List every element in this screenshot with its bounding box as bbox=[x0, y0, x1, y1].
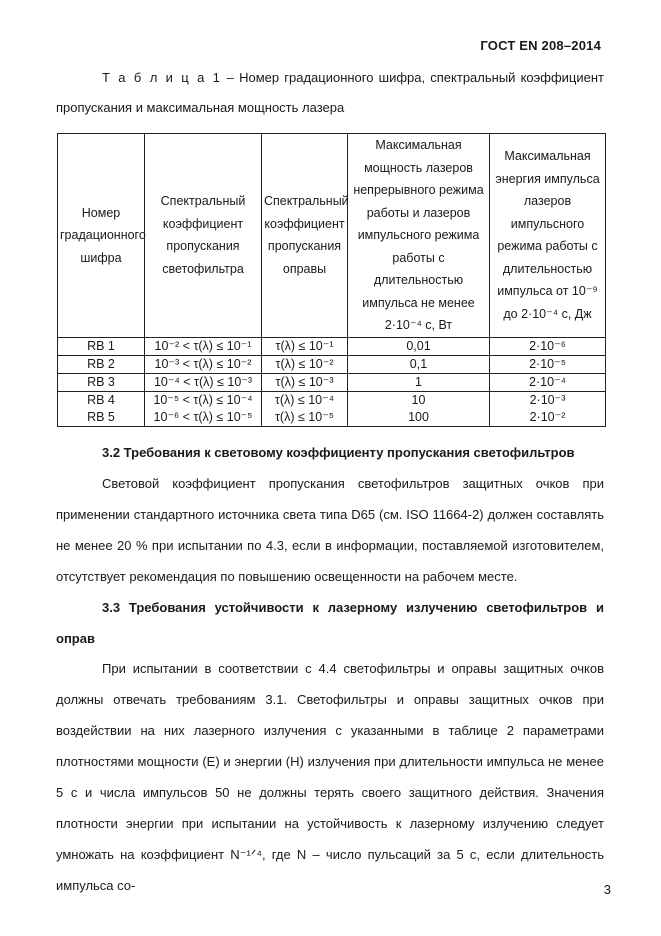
col-header-energy: Максимальная энергия импульса лазеров импульсного режима работы с длительностью импульса от 10⁻⁹ до 2·10⁻⁴ с, Дж bbox=[490, 134, 606, 338]
table-caption-text: – Номер градационного шифра, спектральный коэффициент пропускания и максимальная мощность лазера bbox=[56, 70, 605, 115]
cell-power: 0,1 bbox=[348, 355, 490, 373]
table-row bbox=[58, 355, 606, 373]
section-3-2-title: 3.2 Требования к световому коэффициенту пропускания светофильтров bbox=[102, 445, 575, 460]
col-header-code: Номер градационного шифра bbox=[58, 134, 145, 338]
cell-code: RB 1 bbox=[58, 337, 145, 355]
cell-code: RB 3 bbox=[58, 373, 145, 391]
cell-filter: 10⁻⁵ < τ(λ) ≤ 10⁻⁴ bbox=[145, 391, 262, 409]
col-header-filter: Спектральный коэффициент пропускания светофильтра bbox=[145, 134, 262, 338]
cell-code: RB 2 bbox=[58, 355, 145, 373]
col-header-power: Максимальная мощность лазеров непрерывного режима работы и лазеров импульсного режима работы с длительностью импульса не менее 2·10⁻⁴ с, Вт bbox=[348, 134, 490, 338]
cell-code: RB 5 bbox=[58, 409, 145, 427]
table-row bbox=[58, 391, 606, 409]
cell-power: 100 bbox=[348, 409, 490, 427]
table-caption-label: Т а б л и ц а 1 bbox=[102, 70, 222, 85]
standard-header: ГОСТ EN 208–2014 bbox=[480, 38, 601, 53]
cell-filter: 10⁻⁴ < τ(λ) ≤ 10⁻³ bbox=[145, 373, 262, 391]
col-header-frame: Спектральный коэффициент пропускания оправы bbox=[262, 134, 348, 338]
cell-energy: 2·10⁻⁵ bbox=[490, 355, 606, 373]
section-3-3-title: 3.3 Требования устойчивости к лазерному излучению светофильтров и оправ bbox=[56, 600, 604, 646]
table-row bbox=[58, 337, 606, 355]
cell-filter: 10⁻² < τ(λ) ≤ 10⁻¹ bbox=[145, 337, 262, 355]
cell-energy: 2·10⁻⁶ bbox=[490, 337, 606, 355]
cell-power: 1 bbox=[348, 373, 490, 391]
cell-frame: τ(λ) ≤ 10⁻⁵ bbox=[262, 409, 348, 427]
laser-filter-table bbox=[57, 133, 606, 427]
section-3-3-body: При испытании в соответствии с 4.4 светофильтры и оправы защитных очков должны отвечать требованиям 3.1. Светофильтры и оправы защитных очков при воздействии на них лазерного излучения с указанными в таблице 2 параметрами плотностями мощности (E) и энергии (H) излучения при длительности импульса не менее 5 с и числа импульсов 50 не должны терять своего защитного действия. Значения плотности энергии при испытании на устойчивость к лазерному излучению следует умножать на коэффициент N⁻¹ᐟ⁴, где N – число пульсаций за 5 с, если длительность импульса со- bbox=[56, 661, 604, 893]
cell-energy: 2·10⁻³ bbox=[490, 391, 606, 409]
cell-frame: τ(λ) ≤ 10⁻⁴ bbox=[262, 391, 348, 409]
section-3-2-body: Световой коэффициент пропускания светофильтров защитных очков при применении стандартного источника света типа D65 (см. ISO 11664-2) должен составлять не менее 20 % при испытании по 4.3, если в информации, поставляемой изготовителем, отсутствует рекомендация по повышению освещенности на рабочем месте. bbox=[56, 476, 604, 584]
cell-frame: τ(λ) ≤ 10⁻³ bbox=[262, 373, 348, 391]
cell-frame: τ(λ) ≤ 10⁻² bbox=[262, 355, 348, 373]
cell-frame: τ(λ) ≤ 10⁻¹ bbox=[262, 337, 348, 355]
cell-power: 10 bbox=[348, 391, 490, 409]
page-number: 3 bbox=[603, 882, 611, 897]
table-caption bbox=[56, 63, 604, 123]
cell-filter: 10⁻⁶ < τ(λ) ≤ 10⁻⁵ bbox=[145, 409, 262, 427]
cell-filter: 10⁻³ < τ(λ) ≤ 10⁻² bbox=[145, 355, 262, 373]
cell-code: RB 4 bbox=[58, 391, 145, 409]
table-row bbox=[58, 373, 606, 391]
table-row bbox=[58, 409, 606, 427]
cell-power: 0,01 bbox=[348, 337, 490, 355]
cell-energy: 2·10⁻⁴ bbox=[490, 373, 606, 391]
cell-energy: 2·10⁻² bbox=[490, 409, 606, 427]
